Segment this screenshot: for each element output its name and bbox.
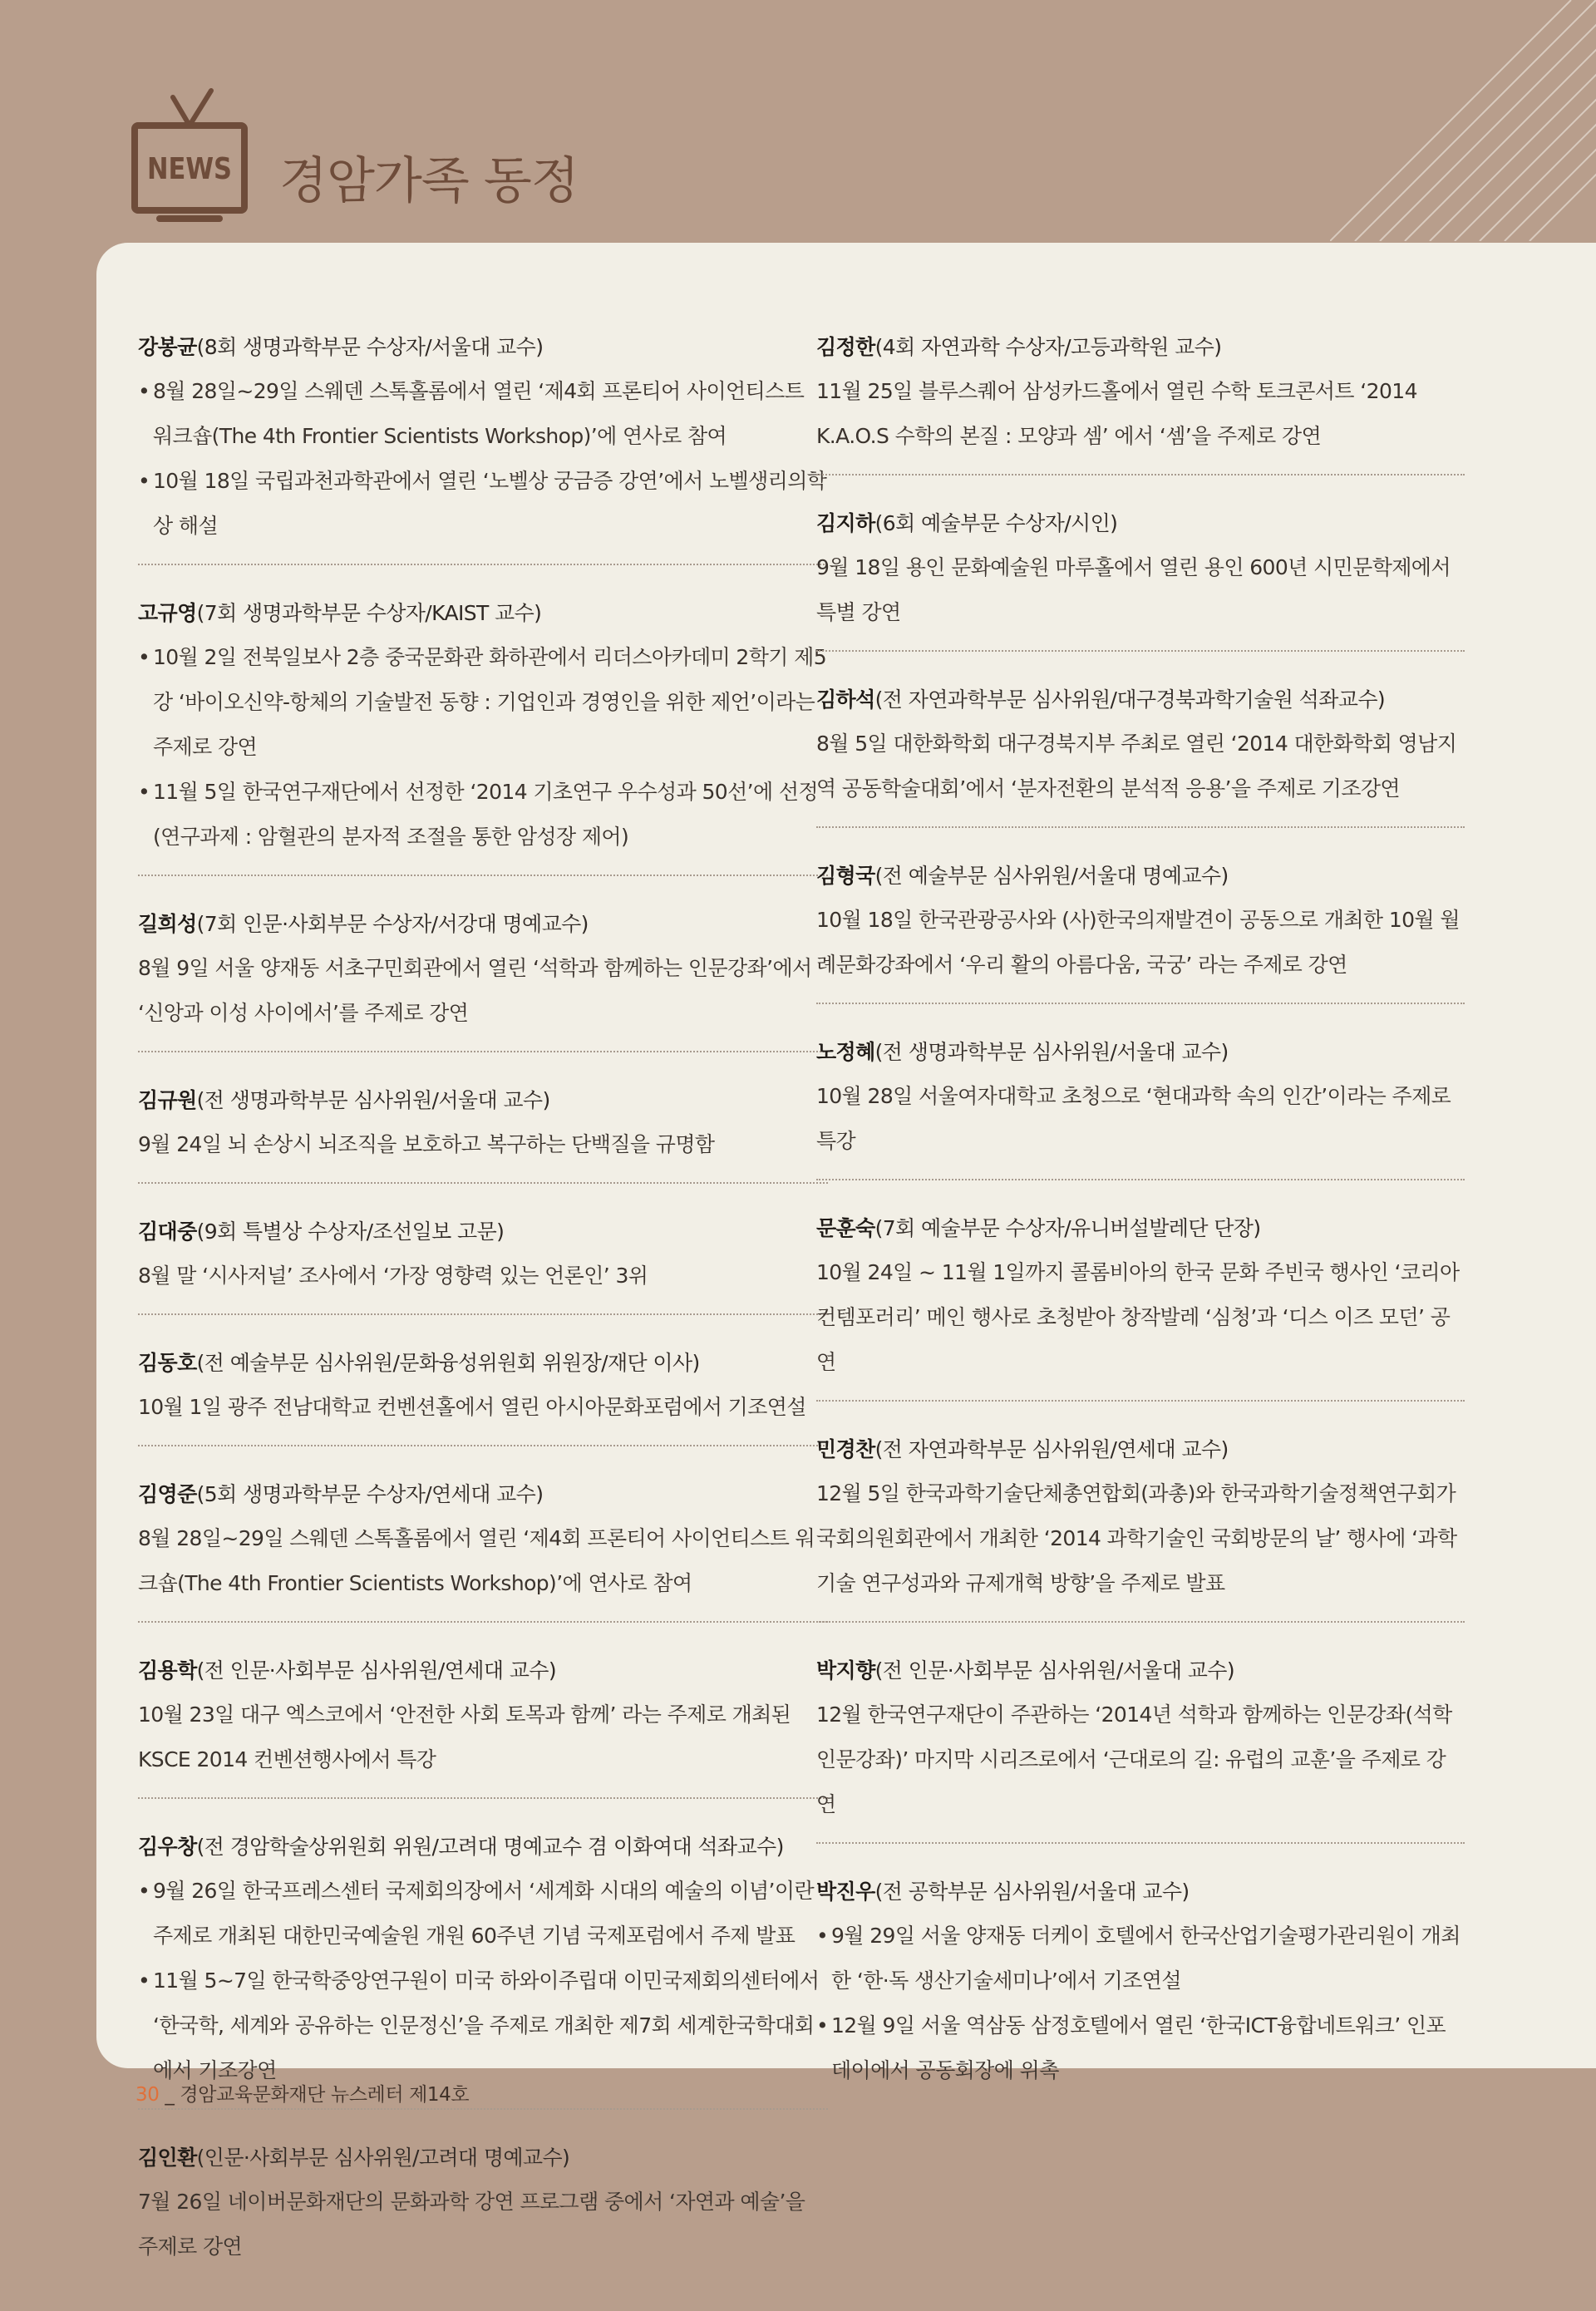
- person-role: (9회 특별상 수상자/조선일보 고문): [196, 1220, 505, 1244]
- footer-separator: _: [165, 2084, 175, 2106]
- entry-header: [138, 2136, 828, 2180]
- tv-news-icon: [131, 86, 248, 223]
- person-name: 고규영: [138, 601, 197, 625]
- page-footer: [135, 2079, 469, 2107]
- entry-header: [138, 326, 828, 369]
- person-name: 김인환: [138, 2146, 197, 2170]
- activity-text: 9월 24일 뇌 손상시 뇌조직을 보호하고 복구하는 단백질을 규명함: [138, 1132, 715, 1156]
- person-role: (4회 자연과학 수상자/고등과학원 교수): [874, 335, 1222, 359]
- person-name: 강봉균: [138, 335, 197, 359]
- activity-text: 12월 한국연구재단이 주관하는 ‘2014년 석학과 함께하는 인문강좌(석학인문강좌)’ 마지막 시리즈로에서 ‘근대로의 길: 유럽의 교훈’을 주제로 강연: [816, 1702, 1452, 1816]
- entry-header: [138, 1210, 828, 1254]
- entry-header: [138, 1826, 828, 1869]
- person-name: 박진우: [816, 1880, 875, 1904]
- entry-header: [138, 1473, 828, 1516]
- tv-icon-label: NEWS: [147, 152, 232, 186]
- news-entry: [138, 1473, 828, 1623]
- entry-body: [138, 946, 828, 1036]
- activity-item: • 8월 28일~29일 스웨덴 스톡홀롬에서 열린 ‘제4회 프론티어 사이언티스트 워크숍(The 4th Frontier Scientists Workshop)’에 연사로 참여: [138, 369, 828, 459]
- person-role: (전 생명과학부문 심사위원/서울대 교수): [196, 1088, 550, 1112]
- person-name: 민경찬: [816, 1437, 875, 1461]
- news-entry: [816, 1031, 1465, 1180]
- entry-body: [138, 369, 828, 549]
- page-title: 경암가족 동정: [279, 152, 579, 210]
- person-role: (8회 생명과학부문 수상자/서울대 교수): [196, 335, 544, 359]
- entry-header: [816, 502, 1465, 545]
- activity-text: 8월 28일~29일 스웨덴 스톡홀롬에서 열린 ‘제4회 프론티어 사이언티스트 워크숍(The 4th Frontier Scientists Workshop)’에 연사로 참여: [138, 1526, 815, 1595]
- person-name: 박지향: [816, 1658, 875, 1683]
- entry-body: [816, 1693, 1465, 1827]
- activity-list: [138, 1869, 828, 2093]
- person-name: 길희성: [138, 912, 197, 936]
- news-entry: [816, 502, 1465, 652]
- person-name: 김대중: [138, 1220, 197, 1244]
- entry-header: [138, 903, 828, 946]
- person-role: (7회 인문·사회부문 수상자/서강대 명예교수): [196, 912, 589, 936]
- activity-text: 10월 24일 ~ 11월 1일까지 콜롬비아의 한국 문화 주빈국 행사인 ‘코리아 컨템포러리’ 메인 행사로 초청받아 창작발레 ‘심청’과 ‘디스 이즈 모던’ 공연: [816, 1260, 1460, 1374]
- activity-text: 11월 25일 블루스퀘어 삼성카드홀에서 열린 수학 토크콘서트 ‘2014 K.A.O.S 수학의 본질 : 모양과 셈’ 에서 ‘셈’을 주제로 강연: [816, 379, 1417, 448]
- person-role: (7회 예술부문 수상자/유니버설발레단 단장): [874, 1216, 1261, 1240]
- person-name: 김형국: [816, 864, 875, 888]
- issue-number: 제14호: [409, 2084, 470, 2106]
- person-name: 김동호: [138, 1351, 197, 1375]
- entry-body: [816, 1914, 1465, 2093]
- person-role: (전 인문·사회부문 심사위원/서울대 교수): [874, 1658, 1234, 1683]
- entry-header: [138, 1079, 828, 1122]
- entry-body: [816, 1250, 1465, 1385]
- news-entry: [138, 1342, 828, 1446]
- person-role: (전 예술부문 심사위원/서울대 명예교수): [874, 864, 1229, 888]
- activity-text: 8월 9일 서울 양재동 서초구민회관에서 열린 ‘석학과 함께하는 인문강좌’에서 ‘신앙과 이성 사이에서’를 주제로 강연: [138, 956, 812, 1025]
- person-role: (7회 생명과학부문 수상자/KAIST 교수): [196, 601, 542, 625]
- news-entry: [138, 2136, 828, 2284]
- person-name: 김규원: [138, 1088, 197, 1112]
- news-entry: [138, 903, 828, 1052]
- entry-body: [816, 1074, 1465, 1164]
- news-entry: [816, 1649, 1465, 1844]
- person-role: (전 생명과학부문 심사위원/서울대 교수): [874, 1040, 1229, 1064]
- activity-text: 10월 28일 서울여자대학교 초청으로 ‘현대과학 속의 인간’이라는 주제로 특강: [816, 1084, 1451, 1153]
- person-name: 노정혜: [816, 1040, 875, 1064]
- entry-body: [138, 2180, 828, 2269]
- entry-body: [816, 898, 1465, 988]
- entry-body: [816, 722, 1465, 811]
- entry-header: [816, 1207, 1465, 1250]
- entry-body: [138, 1693, 828, 1782]
- entry-header: [138, 592, 828, 635]
- person-name: 김용학: [138, 1658, 197, 1683]
- publication-name: 경암교육문화재단 뉴스레터: [180, 2084, 404, 2106]
- entry-body: [138, 1122, 828, 1167]
- entry-body: [816, 369, 1465, 459]
- activity-text: 8월 5일 대한화학회 대구경북지부 주최로 열린 ‘2014 대한화학회 영남지역 공동학술대회’에서 ‘분자전환의 분석적 응용’을 주제로 기조강연: [816, 732, 1457, 801]
- person-role: (전 인문·사회부문 심사위원/연세대 교수): [196, 1658, 556, 1683]
- activity-text: 12월 5일 한국과학기술단체총연합회(과총)와 한국과학기술정책연구회가 국회의원회관에서 개최한 ‘2014 과학기술인 국회방문의 날’ 행사에 ‘과학기술 연구성과와 규제개혁 방향’을 주제로 발표: [816, 1481, 1457, 1595]
- person-role: (전 자연과학부문 심사위원/연세대 교수): [874, 1437, 1229, 1461]
- person-name: 김정한: [816, 335, 875, 359]
- news-entry: [816, 855, 1465, 1004]
- person-name: 김지하: [816, 511, 875, 535]
- person-role: (전 자연과학부문 심사위원/대구경북과학기술원 석좌교수): [874, 687, 1386, 712]
- activity-text: 10월 23일 대구 엑스코에서 ‘안전한 사회 토목과 함께’ 라는 주제로 개최된 KSCE 2014 컨벤션행사에서 특강: [138, 1702, 791, 1771]
- activity-text: 8월 말 ‘시사저널’ 조사에서 ‘가장 영향력 있는 언론인’ 3위: [138, 1264, 648, 1288]
- activity-item: • 11월 5~7일 한국학중앙연구원이 미국 하와이주립대 이민국제회의센터에서 ‘한국학, 세계와 공유하는 인문정신’을 주제로 개최한 제7회 세계한국학대회에서 기조강연: [138, 1959, 828, 2093]
- person-role: (5회 생명과학부문 수상자/연세대 교수): [196, 1482, 544, 1506]
- entry-header: [816, 1428, 1465, 1471]
- activity-item: • 9월 26일 한국프레스센터 국제회의장에서 ‘세계화 시대의 예술의 이념’이란 주제로 개최된 대한민국예술원 개원 60주년 기념 국제포럼에서 주제 발표: [138, 1869, 828, 1959]
- entry-body: [816, 1471, 1465, 1606]
- page-number: 30: [135, 2084, 160, 2106]
- activity-item: • 10월 2일 전북일보사 2층 중국문화관 화하관에서 리더스아카데미 2학기 제5강 ‘바이오신약-항체의 기술발전 동향 : 기업인과 경영인을 위한 제언’이라는 주제로 강연: [138, 635, 828, 770]
- news-entry: [816, 678, 1465, 828]
- person-role: (전 예술부문 심사위원/문화융성위원회 위원장/재단 이사): [196, 1351, 700, 1375]
- activity-item: • 12월 9일 서울 역삼동 삼정호텔에서 열린 ‘한국ICT융합네트워크’ 인포데이에서 공동회장에 위촉: [816, 2003, 1465, 2093]
- person-name: 김하석: [816, 687, 875, 712]
- person-name: 김우창: [138, 1835, 197, 1859]
- entry-body: [138, 635, 828, 860]
- activity-item: • 9월 29일 서울 양재동 더케이 호텔에서 한국산업기술평가관리원이 개최한 ‘한·독 생산기술세미나’에서 기조연설: [816, 1914, 1465, 2003]
- entry-body: [138, 1385, 828, 1430]
- entry-body: [138, 1869, 828, 2093]
- entry-header: [816, 678, 1465, 722]
- activity-list: [816, 1914, 1465, 2093]
- news-entry: [816, 326, 1465, 476]
- entry-header: [816, 326, 1465, 369]
- diagonal-stripes-decoration: [1330, 0, 1596, 241]
- news-entry: [138, 592, 828, 876]
- news-entry: [138, 1210, 828, 1315]
- page-header: [131, 81, 579, 223]
- news-entry: [816, 1428, 1465, 1623]
- person-name: 김영준: [138, 1482, 197, 1506]
- entry-header: [138, 1342, 828, 1385]
- news-entry: [138, 1079, 828, 1184]
- entry-body: [816, 545, 1465, 635]
- right-column: [816, 326, 1465, 2135]
- news-entry: [138, 1826, 828, 2110]
- entry-header: [816, 1870, 1465, 1914]
- activity-list: [138, 635, 828, 860]
- news-entry: [138, 1649, 828, 1799]
- person-name: 문훈숙: [816, 1216, 875, 1240]
- person-role: (전 공학부문 심사위원/서울대 교수): [874, 1880, 1190, 1904]
- activity-item: • 11월 5일 한국연구재단에서 선정한 ‘2014 기초연구 우수성과 50선’에 선정 (연구과제 : 암혈관의 분자적 조절을 통한 암성장 제어): [138, 770, 828, 860]
- activity-list: [138, 369, 828, 549]
- left-column: [138, 326, 828, 2311]
- entry-header: [138, 1649, 828, 1693]
- activity-item: • 10월 18일 국립과천과학관에서 열린 ‘노벨상 궁금증 강연’에서 노벨생리의학상 해설: [138, 459, 828, 549]
- entry-header: [816, 855, 1465, 898]
- person-role: (인문·사회부문 심사위원/고려대 명예교수): [196, 2146, 570, 2170]
- news-entry: [816, 1870, 1465, 2108]
- news-entry: [816, 1207, 1465, 1402]
- activity-text: 9월 18일 용인 문화예술원 마루홀에서 열린 용인 600년 시민문학제에서 특별 강연: [816, 555, 1451, 624]
- activity-text: 7월 26일 네이버문화재단의 문화과학 강연 프로그램 중에서 ‘자연과 예술’을 주제로 강연: [138, 2190, 805, 2259]
- entry-body: [138, 1254, 828, 1298]
- news-entry: [138, 326, 828, 565]
- entry-header: [816, 1649, 1465, 1693]
- entry-body: [138, 1516, 828, 1606]
- activity-text: 10월 1일 광주 전남대학교 컨벤션홀에서 열린 아시아문화포럼에서 기조연설: [138, 1395, 806, 1419]
- entry-header: [816, 1031, 1465, 1074]
- person-role: (6회 예술부문 수상자/시인): [874, 511, 1118, 535]
- person-role: (전 경암학술상위원회 위원/고려대 명예교수 겸 이화여대 석좌교수): [196, 1835, 784, 1859]
- activity-text: 10월 18일 한국관광공사와 (사)한국의재발견이 공동으로 개최한 10월 월례문화강좌에서 ‘우리 활의 아름다움, 국궁’ 라는 주제로 강연: [816, 908, 1460, 977]
